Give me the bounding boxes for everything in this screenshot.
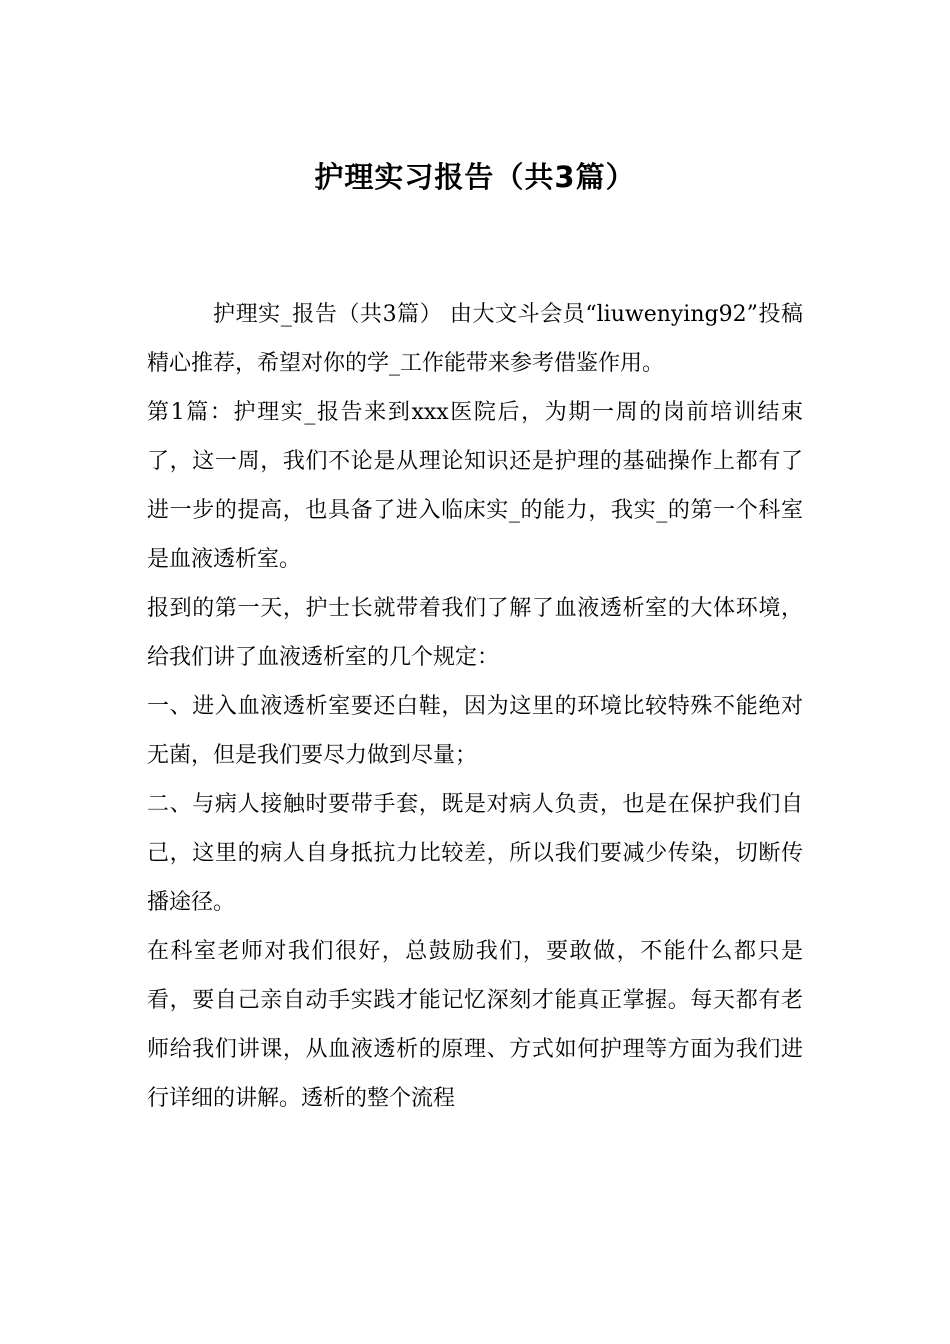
document-body <box>147 290 803 1123</box>
paragraph-first-day: 报到的第一天，护士长就带着我们了解了血液透析室的大体环境，给我们讲了血液透析室的几个规定： <box>147 596 803 670</box>
paragraph-department: 在科室老师对我们很好，总鼓励我们，要敢做，不能什么都只是看，要自己亲自动手实践才能记忆深刻才能真正掌握。每天都有老师给我们讲课，从血液透析的原理、方式如何护理等方面为我们进行详细的讲解。透析的整个流程 <box>147 939 803 1111</box>
paragraph-part1-intro: 第1篇：护理实_报告来到xxx医院后，为期一周的岗前培训结束了，这一周，我们不论是从理论知识还是护理的基础操作上都有了进一步的提高，也具备了进入临床实_的能力，我实_的第一个科室是血液透析室。 <box>147 400 803 572</box>
document-title: 护理实习报告（共3篇） <box>314 160 636 194</box>
paragraph-rule-1: 一、进入血液透析室要还白鞋，因为这里的环境比较特殊不能绝对无菌，但是我们要尽力做到尽量； <box>147 694 803 768</box>
intro-paragraph: 护理实_报告（共3篇） 由大文斗会员“liuwenying92”投稿精心推荐，希望对你的学_工作能带来参考借鉴作用。 <box>147 302 803 376</box>
paragraph-rule-2: 二、与病人接触时要带手套，既是对病人负责，也是在保护我们自己，这里的病人自身抵抗力比较差，所以我们要减少传染，切断传播途径。 <box>147 792 803 915</box>
